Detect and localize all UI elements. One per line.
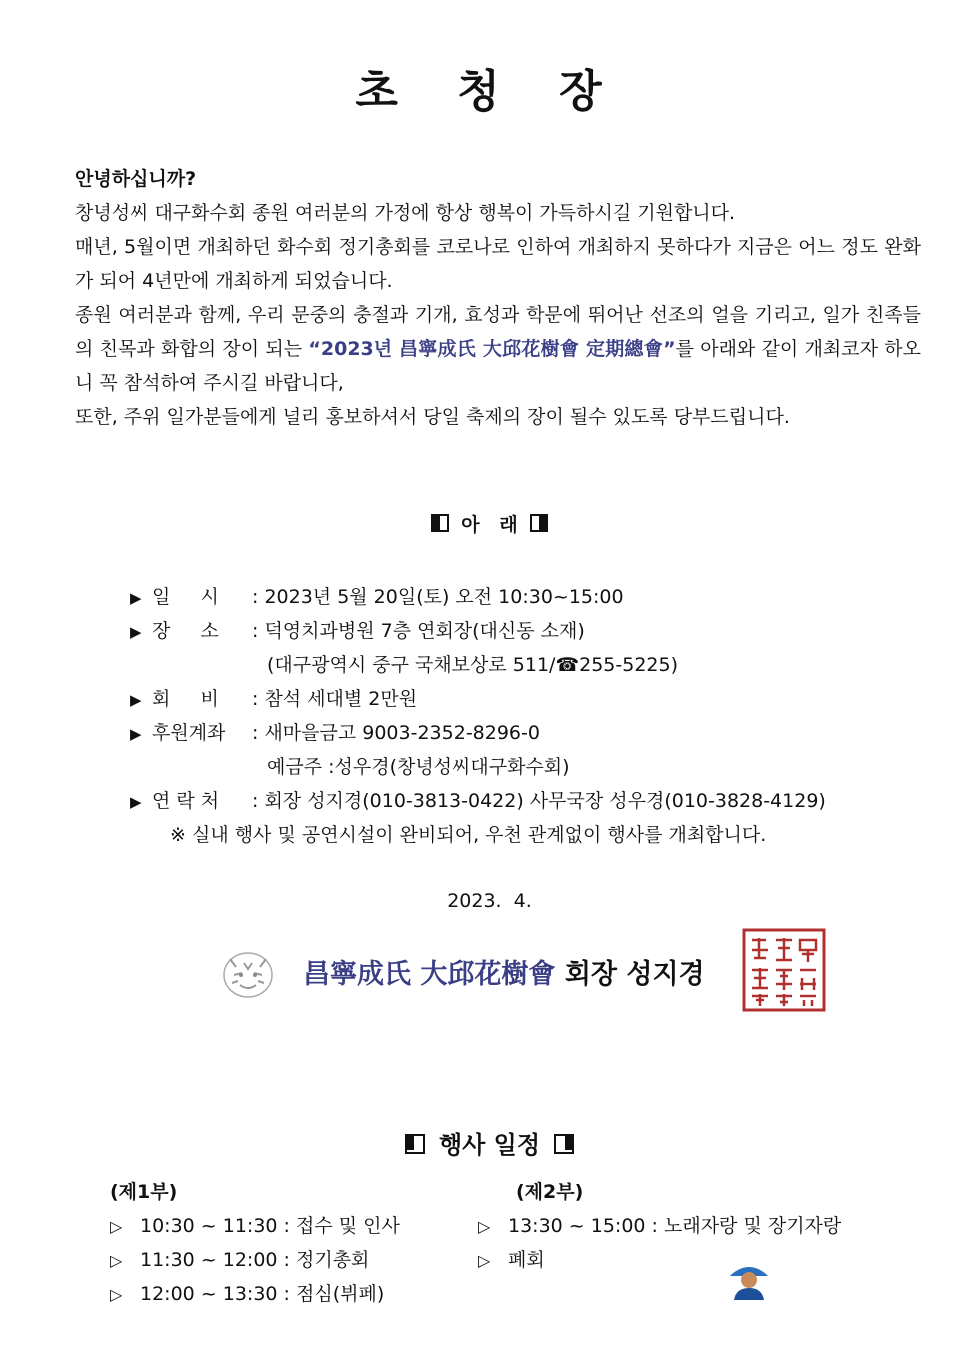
signature xyxy=(303,952,705,991)
triangle-bullet-icon: ▶ xyxy=(130,691,142,709)
hollow-triangle-icon: ▷ xyxy=(110,1285,123,1304)
schedule-item xyxy=(478,1243,841,1277)
half-box-right-icon xyxy=(554,1134,574,1154)
signature-title: 회장 성지경 xyxy=(564,959,705,990)
schedule-part-2 xyxy=(478,1175,841,1277)
schedule-heading-text: 행사 일정 xyxy=(438,1131,541,1159)
schedule-item xyxy=(110,1209,400,1243)
schedule-heading xyxy=(0,1125,979,1160)
schedule-item-text: 13:30 ~ 15:00 : 노래자랑 및 장기자랑 xyxy=(508,1215,842,1237)
triangle-bullet-icon: ▶ xyxy=(130,725,142,743)
paragraph-4: 또한, 주위 일가분들에게 널리 홍보하셔서 당일 축제의 장이 될수 있도록 당부드립니다. xyxy=(75,406,790,428)
detail-account-holder: 예금주 :성우경(창녕성씨대구화수회) xyxy=(267,756,570,778)
paragraph-3-end: 를 아래와 같이 개최코자 하오니 꼭 참석하여 주시길 바랍니다, xyxy=(75,338,921,394)
page-title: 초 청 장 xyxy=(355,66,624,117)
detail-note: ※ 실내 행사 및 공연시설이 완비되어, 우천 관계없이 행사를 개최합니다. xyxy=(170,824,767,846)
detail-label: 일 시 xyxy=(152,586,219,608)
issue-date: 2023. 4. xyxy=(447,890,532,912)
detail-row-place xyxy=(130,614,930,648)
hollow-triangle-icon: ▷ xyxy=(110,1217,123,1236)
notice-heading-text: 아 래 xyxy=(461,514,518,536)
detail-label: 장 소 xyxy=(152,620,219,642)
schedule-item xyxy=(478,1209,841,1243)
tiger-logo-icon xyxy=(220,945,276,1001)
hollow-triangle-icon: ▷ xyxy=(478,1251,491,1270)
meeting-name: “2023년 昌寧成氏 大邱花樹會 定期總會” xyxy=(308,338,676,360)
letter-body xyxy=(65,162,921,434)
part-label: (제1부) xyxy=(110,1181,178,1203)
event-details xyxy=(130,580,930,852)
person-photo-icon xyxy=(726,1258,772,1300)
schedule-item xyxy=(110,1277,400,1311)
part-label: (제2부) xyxy=(516,1181,584,1203)
triangle-bullet-icon: ▶ xyxy=(130,623,142,641)
detail-row-account xyxy=(130,716,930,750)
half-box-right-icon xyxy=(530,514,548,532)
schedule-item xyxy=(110,1243,400,1277)
greeting: 안녕하십니까? xyxy=(75,168,197,190)
schedule-item-text: 11:30 ~ 12:00 : 정기총회 xyxy=(140,1249,370,1271)
detail-row-time xyxy=(130,580,930,614)
paragraph-2: 매년, 5월이면 개최하던 화수회 정기총회를 코로나로 인하여 개최하지 못하다가 지금은 어느 정도 완화가 되어 4년만에 개최하게 되었습니다. xyxy=(75,236,921,292)
triangle-bullet-icon: ▶ xyxy=(130,589,142,607)
schedule-item-text: 폐회 xyxy=(508,1249,545,1271)
hollow-triangle-icon: ▷ xyxy=(110,1251,123,1270)
detail-value: : 덕영치과병원 7층 연회장(대신동 소재) xyxy=(252,620,585,642)
schedule-item-text: 10:30 ~ 11:30 : 접수 및 인사 xyxy=(140,1215,400,1237)
half-box-left-icon xyxy=(431,514,449,532)
triangle-bullet-icon: ▶ xyxy=(130,793,142,811)
signature-org: 昌寧成氏 大邱花樹會 xyxy=(303,959,556,990)
paragraph-1: 창녕성씨 대구화수회 종원 여러분의 가정에 항상 행복이 가득하시길 기원합니다. xyxy=(75,202,736,224)
paragraph-3 xyxy=(65,298,921,400)
paragraph-3-text: 종원 여러분과 함께, 우리 문중의 충절과 기개, 효성과 학문에 뛰어난 선조의 얼을 기리고, 일가 친족들의 친목과 화합의 장이 되는 xyxy=(75,304,921,360)
schedule-item-text: 12:00 ~ 13:30 : 점심(뷔페) xyxy=(140,1283,385,1305)
detail-label: 연 락 처 xyxy=(152,790,220,812)
detail-value: : 새마을금고 9003-2352-8296-0 xyxy=(252,722,540,744)
notice-heading xyxy=(0,510,979,537)
detail-label: 회 비 xyxy=(152,688,219,710)
detail-value: : 참석 세대별 2만원 xyxy=(252,688,418,710)
schedule-part-1 xyxy=(110,1175,400,1311)
detail-value: : 2023년 5월 20일(토) 오전 10:30~15:00 xyxy=(252,586,624,608)
detail-value: : 회장 성지경(010-3813-0422) 사무국장 성우경(010-3828-4129) xyxy=(252,790,826,812)
detail-row-fee xyxy=(130,682,930,716)
detail-row-contact xyxy=(130,784,930,818)
detail-label: 후원계좌 xyxy=(152,722,226,744)
hollow-triangle-icon: ▷ xyxy=(478,1217,491,1236)
detail-address: (대구광역시 중구 국채보상로 511/☎255-5225) xyxy=(267,654,679,676)
official-seal-icon xyxy=(742,928,826,1012)
half-box-left-icon xyxy=(405,1134,425,1154)
